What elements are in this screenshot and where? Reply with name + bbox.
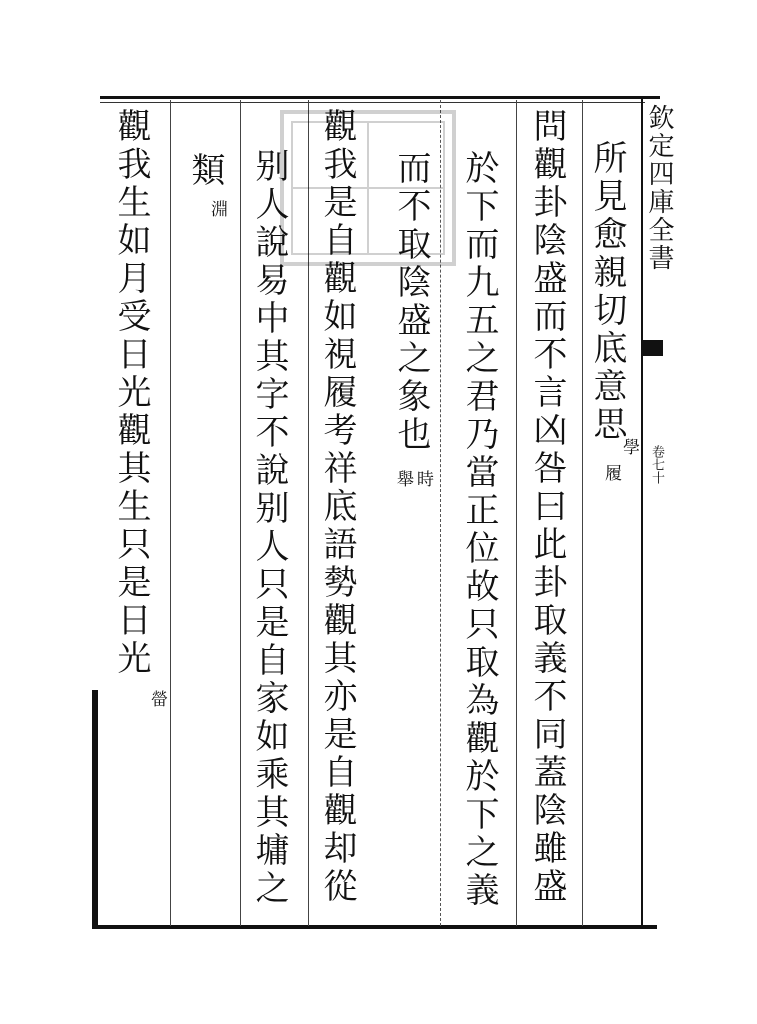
text-column-8: 觀我生如月受日光觀其生只是日光 [111,108,151,678]
column-rule [170,100,171,926]
column-rule [582,100,583,926]
frame-bottom-border [92,925,657,929]
frame-top-inner-border [100,102,645,103]
column-rule [516,100,517,926]
seal-stamp-icon [278,108,458,268]
attribution-note-part: 學 [619,438,639,456]
frame-top-border [100,96,660,99]
text-column-5: 觀我是自觀如視履考祥底語勢觀其亦是自觀却從 [317,108,357,906]
attribution-note-part: 時 [413,470,433,488]
book-title: 欽定四庫全書 [644,104,674,272]
frame-right-border [641,96,643,926]
fishtail-mark [643,340,663,356]
text-column-7: 類 [185,152,225,190]
text-column-6: 别人說易中其字不說别人只是自家如乘其墉之 [249,148,289,908]
frame-left-border [92,690,98,928]
attribution-note: 淵 [207,200,227,218]
chapter-number: 卷七十 [649,445,664,484]
column-rule [240,100,241,926]
text-column-4: 而不取陰盛之象也 [391,150,431,454]
text-column-1: 所見愈親切底意思 [587,140,627,444]
attribution-note: 㽦 [147,690,167,708]
text-column-3: 於下而九五之君乃當正位故只取為觀於下之義 [459,150,499,910]
text-column-2: 問觀卦陰盛而不言凶咎曰此卦取義不同蓋陰雖盛 [527,108,567,906]
attribution-note-part: 履 [601,464,621,482]
attribution-note-part: 舉 [393,470,413,488]
